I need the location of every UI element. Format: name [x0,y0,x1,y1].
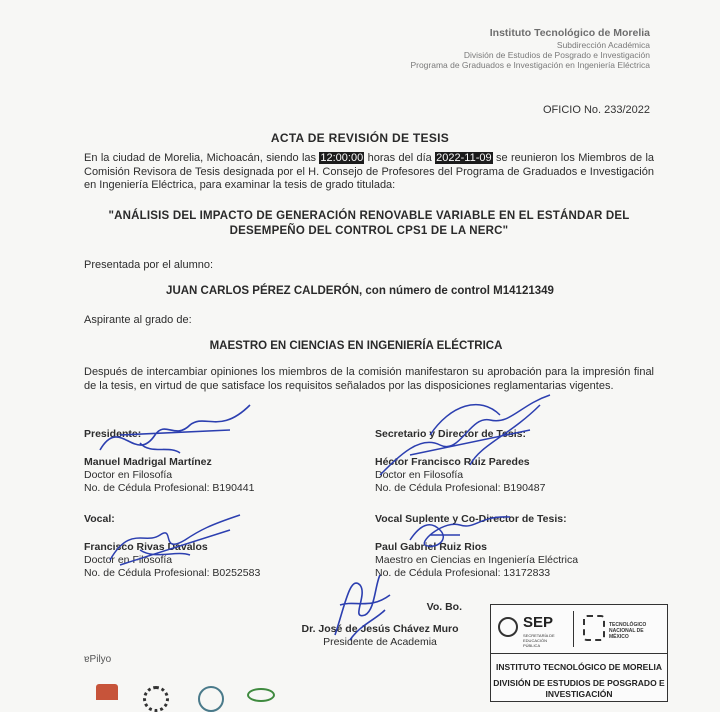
tecnm-logo-icon [583,615,605,641]
suplente-degree: Maestro en Ciencias en Ingeniería Eléctrica [375,554,579,566]
president-degree: Doctor en Filosofía [84,469,173,481]
vobo-block [280,601,480,649]
thesis-title: "ANÁLISIS DEL IMPACTO DE GENERACIÓN RENOVABLE VARIABLE EN EL ESTÁNDAR DEL DESEMPEÑO DEL CONTROL CPS1 DE LA NERC" [108,210,630,237]
presented-by-label: Presentada por el alumno: [84,259,214,271]
mexico-seal-icon [498,617,518,637]
footer-logo-3 [198,686,224,712]
vobo-label: Vo. Bo. [426,601,462,613]
intro-paragraph: En la ciudad de Morelia, Michoacán, siendo las 12:00:00 horas del día 2022-11-09 se reunieron los Miembros de la Comisión Revisora de Tesis designada por el H. Consejo de Profesores del Programa de Graduados e Investigación en Ingeniería Eléctrica, para examinar la tesis de grado titulada: [84,152,655,191]
header-division: División de Estudios de Posgrado e Investigación [463,50,650,60]
footer-logo-2 [143,686,169,712]
header-institute: Instituto Tecnológico de Morelia [489,27,650,39]
oficio-number: OFICIO No. 233/2022 [543,104,650,116]
suplente-cedula: No. de Cédula Profesional: 13172833 [375,567,551,579]
vocal-name: Francisco Rivas Dávalos [84,541,208,553]
secretary-block [375,428,545,495]
suplente-block [375,513,578,580]
document-title: ACTA DE REVISIÓN DE TESIS [270,131,450,145]
secretary-name: Héctor Francisco Ruiz Paredes [375,456,530,468]
president-block [84,428,254,495]
vobo-name: Dr. José de Jesús Chávez Muro [301,623,459,635]
secretary-cedula: No. de Cédula Profesional: B190487 [375,482,546,494]
sep-subtitle: SECRETARÍA DE EDUCACIÓN PÚBLICA [523,633,555,648]
president-role: Presidente: [84,428,142,440]
vocal-block [84,513,260,580]
date-field: 2022-11-09 [436,152,492,164]
vocal-role: Vocal: [84,513,115,525]
suplente-name: Paul Gabriel Ruiz Rios [375,541,488,553]
header-program: Programa de Graduados e Investigación en Ingeniería Eléctrica [410,60,650,70]
time-field: 12:00:00 [320,152,364,164]
conclusion-paragraph: Después de intercambiar opiniones los miembros de la comisión manifestaron su aprobación para la impresión final de la tesis, en virtud de que satisface los requisitos señalados por las disposiciones reglamentarias vigentes. [84,366,654,392]
header-subdirection: Subdirección Académica [556,40,650,50]
institutional-stamp [490,604,668,702]
president-name: Manuel Madrigal Martínez [84,456,212,468]
tecnm-label: TECNOLÓGICO NACIONAL DE MÉXICO [609,622,647,640]
footer-mark: ɐPilyo [84,654,112,665]
student-line: JUAN CARLOS PÉREZ CALDERÓN, con número de control M14121349 [166,285,554,297]
degree-name: MAESTRO EN CIENCIAS EN INGENIERÍA ELÉCTRICA [209,340,503,352]
footer-logo-1 [96,684,118,700]
suplente-role: Vocal Suplente y Co-Director de Tesis: [375,513,567,525]
sep-logo: SEP [523,614,554,631]
stamp-division: DIVISIÓN DE ESTUDIOS DE POSGRADO E INVESTIGACIÓN [493,678,665,699]
vobo-role: Presidente de Academia [323,636,437,648]
vocal-degree: Doctor en Filosofía [84,554,173,566]
vocal-cedula: No. de Cédula Profesional: B0252583 [84,567,261,579]
secretary-degree: Doctor en Filosofía [375,469,464,481]
aspirant-label: Aspirante al grado de: [84,314,192,326]
stamp-institute: INSTITUTO TECNOLÓGICO DE MORELIA [495,662,663,672]
secretary-role: Secretario y Director de Tesis: [375,428,526,440]
president-cedula: No. de Cédula Profesional: B190441 [84,482,255,494]
